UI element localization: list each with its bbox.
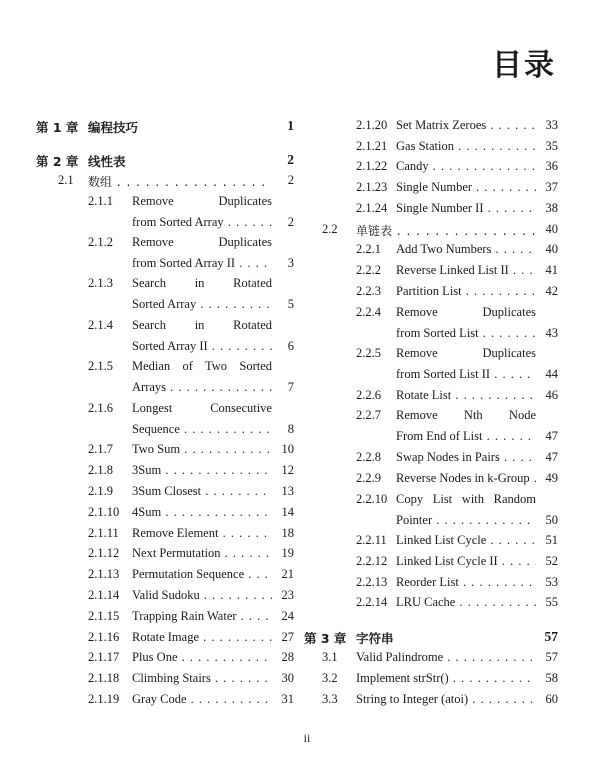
toc-entry-title: Rotate Image . . . [132,630,272,645]
toc-entry-number: 2.1.11 [88,526,119,540]
toc-entry-number: 2.2.7 [356,408,381,422]
toc-entry-number: 3.2 [322,671,338,685]
toc-entry-number: 2.2.11 [356,533,387,547]
toc-entry-number: 2.2.6 [356,388,381,402]
toc-entry-page: 52 [545,554,558,568]
toc-entry-number: 2.1.18 [88,671,120,685]
toc-entry-page: 47 [545,428,558,443]
toc-entry-page: 44 [545,366,558,381]
toc-entry-title: String to Integer (atoi) . . . [356,692,536,707]
toc-entry[interactable] [322,284,558,305]
toc-entry-number: 2.1.10 [88,505,120,519]
toc-entry[interactable] [36,505,294,526]
toc-entry-page: 47 [545,450,558,464]
toc-entry-page: 10 [281,442,294,456]
toc-entry-title-line: Search in Rotated [132,276,272,290]
toc-entry-title: Candy . . . [396,159,536,174]
toc-entry-title: Permutation Sequence . . . [132,567,272,582]
toc-entry-title: Linked List Cycle II . . . [396,554,536,569]
toc-entry-title: LRU Cache . . . [396,595,536,610]
toc-entry-page: 6 [287,338,294,353]
toc-entry[interactable] [322,222,558,243]
toc-entry-title-line: from Sorted List . . . [396,326,536,341]
toc-entry-title-line: Copy List with Random [396,492,536,506]
toc-entry-title-line: Longest Consecutive [132,401,272,415]
toc-entry-page: 38 [545,201,558,215]
toc-entry-title-line: from Sorted Array II . . . [132,256,272,271]
toc-entry[interactable] [322,471,558,492]
toc-entry-title: 单链表 . . . [356,222,536,239]
toc-entry[interactable] [36,567,294,588]
toc-entry-number: 2.1.4 [88,318,113,332]
toc-entry-title: Swap Nodes in Pairs . . . [396,450,536,465]
toc-entry-number: 2.2 [322,222,338,236]
toc-entry-title: 线性表 [88,154,126,169]
toc-entry-number: 2.2.5 [356,346,381,360]
toc-entry-page: 2 [287,173,294,187]
toc-entry[interactable] [36,359,294,400]
toc-entry-page: 49 [545,471,558,485]
toc-entry-page: 50 [545,512,558,527]
toc-entry-title: Set Matrix Zeroes . . . [396,118,536,133]
toc-entry[interactable] [304,629,558,650]
toc-entry-title: Two Sum . . . [132,442,272,457]
toc-entry-page: 40 [545,242,558,256]
toc-entry-page: 31 [281,692,294,706]
toc-entry[interactable] [36,235,294,276]
toc-entry-title: Climbing Stairs . . . [132,671,272,686]
toc-entry-page: 55 [545,595,558,609]
toc-entry-page: 3 [287,255,294,270]
toc-entry[interactable] [36,401,294,442]
toc-entry-page: 35 [545,139,558,153]
toc-entry-title: Linked List Cycle . . . [396,533,536,548]
toc-entry-page: 36 [545,159,558,173]
toc-entry-page: 46 [545,388,558,402]
toc-entry-title: 4Sum . . . [132,505,272,520]
toc-entry-page: 5 [287,296,294,311]
toc-entry-number: 2.1.9 [88,484,113,498]
toc-entry-page: 33 [545,118,558,132]
toc-entry-title: Rotate List . . . [396,388,536,403]
toc-entry-title: Next Permutation . . . [132,546,272,561]
toc-entry-title: Single Number . . . [396,180,536,195]
toc-entry-number: 3.1 [322,650,338,664]
toc-entry[interactable] [322,595,558,616]
toc-entry-title: 字符串 [356,631,394,646]
toc-entry-title: Add Two Numbers . . . [396,242,536,257]
toc-entry-number: 2.1.1 [88,194,113,208]
toc-entry-number: 2.1.24 [356,201,388,215]
toc-entry[interactable] [36,276,294,317]
toc-entry[interactable] [36,173,294,194]
page-title: 目录 [492,48,556,83]
toc-entry-page: 18 [281,526,294,540]
toc-entry-number: 2.1.6 [88,401,113,415]
toc-entry-number: 2.1.5 [88,359,113,373]
toc-entry-number: 第 3 章 [304,631,347,646]
toc-entry[interactable] [36,118,294,139]
toc-entry-title: Trapping Rain Water . . . [132,609,272,624]
toc-entry-page: 43 [545,325,558,340]
toc-entry-page: 7 [287,379,294,394]
toc-entry-page: 2 [287,152,294,167]
toc-entry[interactable] [322,242,558,263]
toc-entry[interactable] [322,671,558,692]
toc-entry-number: 2.1.23 [356,180,388,194]
toc-entry-page: 1 [287,118,294,133]
toc-entry[interactable] [36,318,294,359]
toc-entry-number: 2.2.1 [356,242,381,256]
toc-entry-title: Gray Code . . . [132,692,272,707]
toc-entry-title: Valid Palindrome . . . [356,650,536,665]
toc-entry-title: Reorder List . . . [396,575,536,590]
toc-entry-title-line: Remove Nth Node [396,408,536,422]
toc-entry-title-line: Sorted Array II . . . [132,339,272,354]
toc-entry[interactable] [322,346,558,387]
toc-entry-number: 2.1.12 [88,546,120,560]
toc-entry[interactable] [322,305,558,346]
toc-entry-number: 2.2.2 [356,263,381,277]
toc-entry-page: 57 [544,629,558,644]
toc-entry-title: Partition List . . . [396,284,536,299]
toc-entry[interactable] [36,194,294,235]
toc-entry-title: Gas Station . . . [396,139,536,154]
toc-entry-title: 3Sum Closest . . . [132,484,272,499]
toc-entry-number: 2.2.10 [356,492,388,506]
toc-entry-number: 2.2.14 [356,595,388,609]
toc-entry-title: Reverse Linked List II . . . [396,263,536,278]
toc-entry-number: 2.1.20 [356,118,388,132]
toc-entry-title-line: Search in Rotated [132,318,272,332]
toc-entry-title-line: Remove Duplicates [396,305,536,319]
toc-entry[interactable] [36,463,294,484]
toc-entry[interactable] [322,692,558,713]
toc-entry-page: 23 [281,588,294,602]
toc-entry-title-line: Remove Duplicates [396,346,536,360]
toc-entry-page: 21 [281,567,294,581]
toc-entry[interactable] [322,450,558,471]
toc-entry-title: Plus One . . . [132,650,272,665]
toc-entry[interactable] [322,201,558,222]
toc-entry-number: 2.1.16 [88,630,120,644]
toc-entry-page: 28 [281,650,294,664]
toc-entry-page: 51 [545,533,558,547]
toc-entry[interactable] [322,118,558,139]
toc-entry-number: 2.2.8 [356,450,381,464]
toc-entry[interactable] [322,492,558,533]
toc-entry-number: 2.2.4 [356,305,381,319]
toc-entry-title-line: from Sorted Array . . . [132,215,272,230]
toc-entry-number: 2.1.13 [88,567,120,581]
toc-entry[interactable] [36,546,294,567]
toc-entry-title-line: Arrays . . . [132,380,272,395]
toc-entry-page: 24 [281,609,294,623]
page-number: ii [303,731,311,745]
toc-entry-number: 2.1.17 [88,650,120,664]
toc-entry[interactable] [36,630,294,651]
toc-entry[interactable] [322,263,558,284]
toc-entry-number: 2.1.15 [88,609,120,623]
toc-entry-number: 2.1.2 [88,235,113,249]
toc-entry[interactable] [36,442,294,463]
toc-entry-number: 2.2.13 [356,575,388,589]
toc-entry[interactable] [36,671,294,692]
toc-entry-number: 2.2.3 [356,284,381,298]
toc-entry-number: 2.2.12 [356,554,388,568]
toc-entry[interactable] [36,484,294,505]
toc-entry-page: 58 [545,671,558,685]
toc-entry[interactable] [322,388,558,409]
toc-entry-number: 3.3 [322,692,338,706]
toc-entry-page: 13 [281,484,294,498]
toc-entry-page: 2 [287,214,294,229]
toc-entry[interactable] [322,180,558,201]
toc-entry[interactable] [322,139,558,160]
toc-entry-number: 2.1.19 [88,692,120,706]
toc-entry-page: 37 [545,180,558,194]
toc-entry-number: 2.1.8 [88,463,113,477]
toc-entry-title: Remove Element . . . [132,526,272,541]
toc-entry-title: 3Sum . . . [132,463,272,478]
toc-entry-title-line: Sequence . . . [132,422,272,437]
toc-entry-title: Single Number II . . . [396,201,536,216]
toc-entry-title: Valid Sudoku . . . [132,588,272,603]
toc-entry-number: 2.1.3 [88,276,113,290]
toc-entry-number: 2.1.22 [356,159,388,173]
toc-entry-page: 40 [545,222,558,236]
toc-entry-page: 19 [281,546,294,560]
toc-entry-title-line: Remove Duplicates [132,194,272,208]
toc-entry-title: Reverse Nodes in k-Group . . . [396,471,536,486]
toc-entry-page: 57 [545,650,558,664]
toc-entry-page: 41 [545,263,558,277]
toc-entry[interactable] [322,159,558,180]
toc-entry-page: 30 [281,671,294,685]
toc-entry[interactable] [36,650,294,671]
toc-entry-title-line: Pointer . . . [396,513,536,528]
toc-entry[interactable] [322,575,558,596]
toc-entry-page: 27 [281,630,294,644]
toc-entry[interactable] [322,650,558,671]
toc-entry-number: 第 2 章 [36,154,79,169]
toc-entry-title: 数组 . . . [88,173,272,190]
toc-entry[interactable] [36,588,294,609]
toc-entry-title: Implement strStr() . . . [356,671,536,686]
toc-entry[interactable] [36,152,294,173]
toc-entry-page: 8 [287,421,294,436]
toc-entry-title-line: from Sorted List II . . . [396,367,536,382]
toc-entry-number: 第 1 章 [36,120,79,135]
toc-entry[interactable] [36,609,294,630]
toc-entry-title-line: Remove Duplicates [132,235,272,249]
toc-entry-page: 12 [281,463,294,477]
toc-entry-number: 2.1.14 [88,588,120,602]
toc-entry[interactable] [36,692,294,713]
toc-entry-title-line: Sorted Array . . . [132,297,272,312]
toc-entry-title-line: Median of Two Sorted [132,359,272,373]
toc-entry-title-line: From End of List . . . [396,429,536,444]
toc-entry-number: 2.1.21 [356,139,388,153]
toc-entry-page: 60 [545,692,558,706]
toc-entry[interactable] [322,408,558,449]
toc-entry-title: 编程技巧 [88,120,139,135]
toc-entry-page: 14 [281,505,294,519]
toc-entry-number: 2.1 [58,173,74,187]
toc-entry-number: 2.1.7 [88,442,113,456]
toc-entry-page: 42 [545,284,558,298]
toc-entry-number: 2.2.9 [356,471,381,485]
toc-entry[interactable] [322,533,558,554]
toc-entry-page: 53 [545,575,558,589]
toc-entry[interactable] [322,554,558,575]
toc-entry[interactable] [36,526,294,547]
